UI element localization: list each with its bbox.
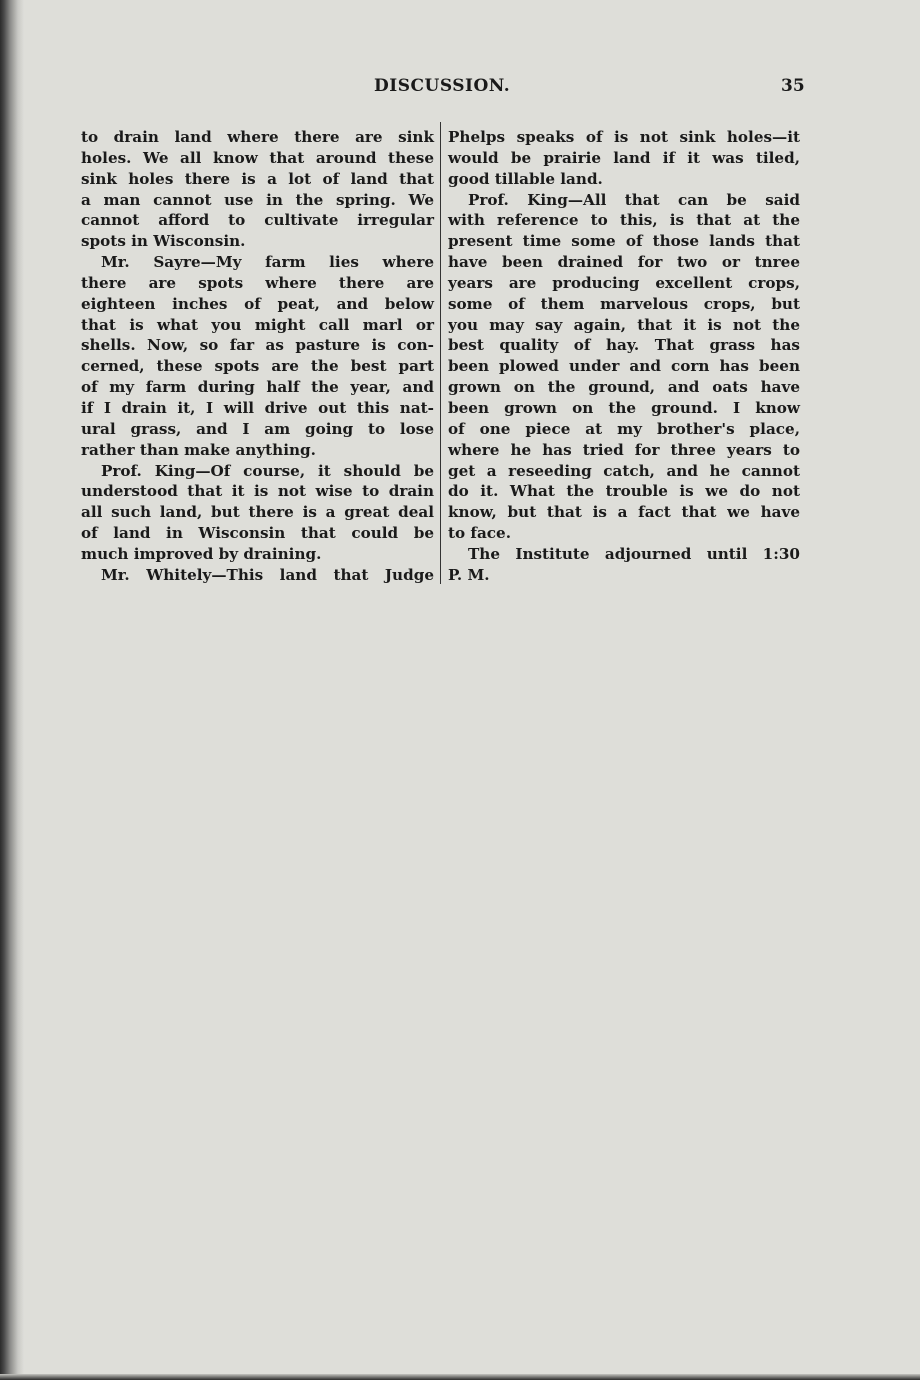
text-line: all such land, but there is a great deal (81, 503, 434, 522)
text-line: Mr. Sayre—My farm lies where (101, 253, 434, 272)
text-line: sink holes there is a lot of land that (81, 169, 434, 188)
text-line: spots in Wisconsin. (81, 232, 246, 251)
text-line: with reference to this, is that at the (448, 211, 800, 230)
text-line: cannot afford to cultivate irregular (81, 211, 434, 230)
text-line: been grown on the ground. I know (448, 398, 800, 417)
text-line: ural grass, and I am going to lose (81, 419, 434, 438)
text-line: cerned, these spots are the best part (81, 357, 434, 376)
text-line: where he has tried for three years to (448, 440, 800, 459)
text-line: holes. We all know that around these (81, 148, 434, 167)
text-line: shells. Now, so far as pasture is con- (81, 336, 434, 355)
text-line: to face. (448, 524, 512, 543)
text-line: if I drain it, I will drive out this nat- (81, 398, 434, 417)
text-line: years are producing excellent crops, (448, 273, 800, 292)
book-spine-shadow (0, 0, 24, 1380)
text-line: been plowed under and corn has been (448, 357, 800, 376)
text-line: have been drained for two or tnree (448, 253, 800, 272)
left-text-column (81, 127, 434, 586)
text-line: get a reseeding catch, and he cannot (448, 461, 800, 480)
text-line: that is what you might call marl or (81, 315, 434, 334)
text-line: understood that it is not wise to drain (81, 482, 434, 501)
page-bottom-edge (0, 1374, 920, 1380)
text-line: do it. What the trouble is we do not (448, 482, 800, 501)
text-line: of one piece at my brother's place, (448, 419, 800, 438)
page-number: 35 (781, 76, 805, 96)
running-header (0, 76, 920, 100)
text-line: a man cannot use in the spring. We (81, 190, 434, 209)
text-line: present time some of those lands that (448, 232, 800, 251)
text-line: best quality of hay. That grass has (448, 336, 800, 355)
text-line: much improved by draining. (81, 544, 322, 563)
text-line: The Institute adjourned until 1:30 (468, 544, 800, 563)
text-line: you may say again, that it is not the (448, 315, 800, 334)
text-line: P. M. (448, 565, 490, 584)
text-line: know, but that is a fact that we have (448, 503, 800, 522)
text-line: some of them marvelous crops, but (448, 294, 800, 313)
text-line: grown on the ground, and oats have (448, 378, 800, 397)
right-text-column (448, 127, 800, 586)
text-line: would be prairie land if it was tiled, (448, 148, 800, 167)
text-line: Prof. King—Of course, it should be (101, 461, 434, 480)
column-divider (440, 122, 441, 584)
text-line: Mr. Whitely—This land that Judge (101, 565, 434, 584)
text-line: of my farm during half the year, and (81, 378, 434, 397)
text-line: eighteen inches of peat, and below (81, 294, 434, 313)
text-line: there are spots where there are (81, 273, 434, 292)
text-line: to drain land where there are sink (81, 128, 434, 146)
text-line: Prof. King—All that can be said (468, 190, 800, 209)
text-line: good tillable land. (448, 169, 603, 188)
text-line: Phelps speaks of is not sink holes—it (448, 128, 800, 146)
text-line: rather than make anything. (81, 440, 316, 459)
running-title: DISCUSSION. (374, 76, 511, 96)
text-line: of land in Wisconsin that could be (81, 524, 434, 543)
